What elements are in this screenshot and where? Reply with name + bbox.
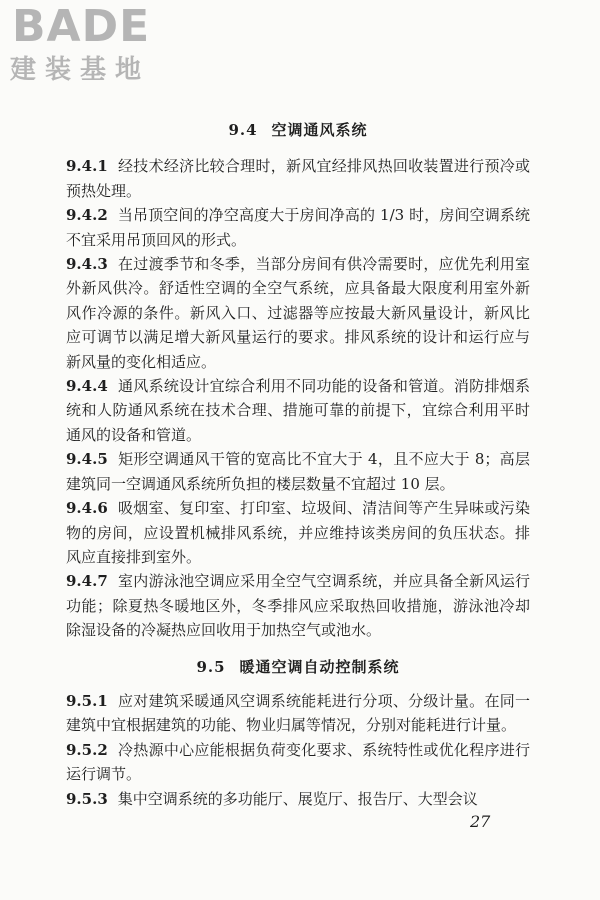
- logo-subtitle: 建装基地: [10, 55, 151, 85]
- clause-text: 矩形空调通风干管的宽高比不宜大于 4，且不应大于 8；高层建筑同一空调通风系统所负担的楼层数量不宜超过 10 层。: [66, 450, 530, 493]
- clause-text: 应对建筑采暖通风空调系统能耗进行分项、分级计量。在同一建筑中宜根据建筑的功能、物业归属等情况，分别对能耗进行计量。: [66, 691, 530, 735]
- clause-text: 在过渡季节和冬季，当部分房间有供冷需要时，应优先利用室外新风供冷。舒适性空调的全空气系统，应具备最大限度利用室外新风作冷源的条件。新风入口、过滤器等应按最大新风量设计，新风比应可调节以满足增大新风量运行的要求。排风系统的设计和运行应与新风量的变化相适应。: [66, 255, 530, 371]
- logo-brand: BADE: [12, 1, 151, 52]
- section-number: 9.4: [228, 121, 258, 139]
- clause-number: 9.4.7: [66, 572, 108, 591]
- section-title-text: 暖通空调自动控制系统: [239, 657, 400, 676]
- clause-text: 室内游泳池空调应采用全空气空调系统，并应具备全新风运行功能；除夏热冬暖地区外，冬季排风应采取热回收措施，游泳池冷却除湿设备的冷凝热应回收用于加热空气或池水。: [66, 572, 530, 640]
- page-content: [66, 118, 530, 811]
- clause-text: 冷热源中心应能根据负荷变化要求、系统特性或优化程序进行运行调节。: [66, 740, 530, 784]
- section-heading-9-5: [66, 655, 530, 679]
- clause-9-4-3: [66, 252, 530, 374]
- watermark-logo: [4, 2, 179, 92]
- clause-9-4-7: [66, 569, 530, 642]
- clause-number: 9.4.1: [66, 157, 108, 176]
- page-number: 27: [470, 812, 491, 831]
- clause-text: 集中空调系统的多功能厅、展览厅、报告厅、大型会议: [117, 789, 478, 808]
- clause-number: 9.4.4: [66, 377, 108, 396]
- clause-text: 通风系统设计宜综合利用不同功能的设备和管道。消防排烟系统和人防通风系统在技术合理、措施可靠的前提下，宜综合利用平时通风的设备和管道。: [66, 377, 530, 444]
- clause-number: 9.4.3: [66, 255, 108, 274]
- clause-9-4-6: [66, 496, 530, 569]
- clause-number: 9.4.6: [66, 499, 108, 518]
- clause-text: 吸烟室、复印室、打印室、垃圾间、清洁间等产生异味或污染物的房间，应设置机械排风系统，并应维持该类房间的负压状态。排风应直接排到室外。: [66, 499, 530, 566]
- clause-9-5-3: [66, 787, 530, 811]
- section-number: 9.5: [196, 657, 226, 676]
- clause-9-4-5: [66, 447, 530, 496]
- clause-9-4-4: [66, 374, 530, 447]
- clause-number: 9.5.3: [66, 789, 108, 808]
- clause-number: 9.5.2: [66, 740, 108, 759]
- section-title-text: 空调通风系统: [271, 121, 368, 139]
- clause-number: 9.5.1: [66, 691, 108, 710]
- clause-9-5-2: [66, 738, 530, 787]
- section-heading-9-4: [66, 118, 530, 142]
- clause-number: 9.4.5: [66, 450, 108, 469]
- clause-number: 9.4.2: [66, 206, 108, 225]
- clause-text: 经技术经济比较合理时，新风宜经排风热回收装置进行预冷或预热处理。: [66, 157, 530, 200]
- clause-9-4-2: [66, 203, 530, 252]
- clause-text: 当吊顶空间的净空高度大于房间净高的 1/3 时，房间空调系统不宜采用吊顶回风的形式。: [66, 206, 530, 249]
- clause-9-4-1: [66, 154, 530, 203]
- clause-9-5-1: [66, 689, 530, 738]
